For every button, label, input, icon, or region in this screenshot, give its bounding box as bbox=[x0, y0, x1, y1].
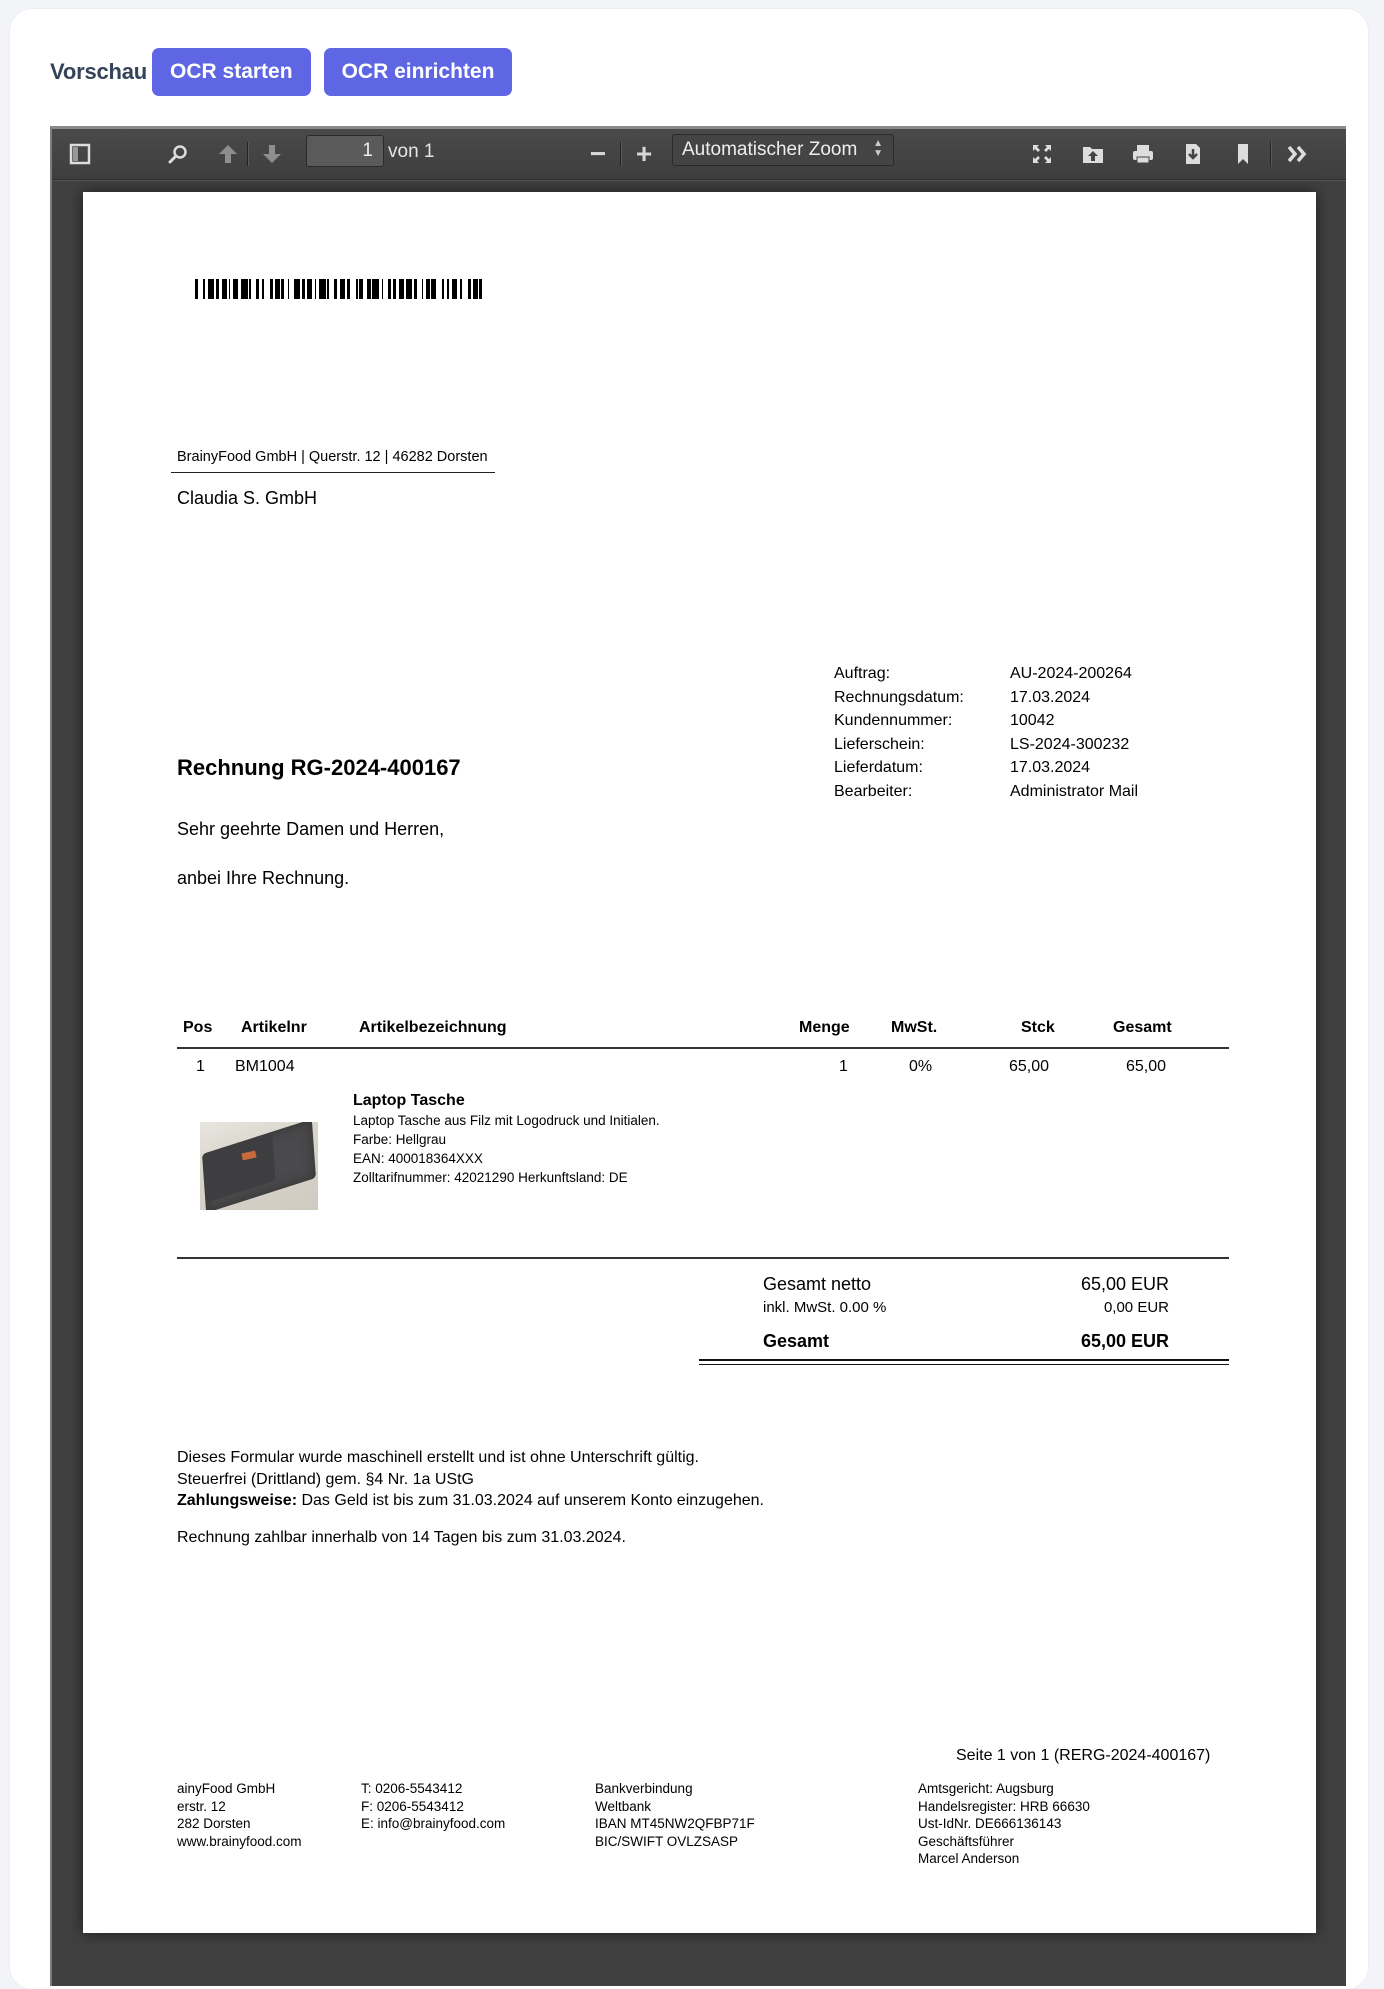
barcode bbox=[195, 279, 695, 299]
payment-text: Das Geld ist bis zum 31.03.2024 auf unserem Konto einzugehen. bbox=[297, 1492, 764, 1509]
cell-gesamt: 65,00 bbox=[1126, 1058, 1167, 1075]
footer-line: Handelsregister: HRB 66630 bbox=[918, 1798, 1090, 1814]
recipient: Claudia S. GmbH bbox=[177, 488, 318, 508]
meta-value: 17.03.2024 bbox=[1010, 688, 1091, 706]
netto-label: Gesamt netto bbox=[763, 1274, 872, 1294]
footer-line: erstr. 12 bbox=[177, 1798, 226, 1814]
meta-value: Administrator Mail bbox=[1010, 782, 1139, 800]
cell-stck: 65,00 bbox=[1009, 1058, 1050, 1075]
table-header-divider bbox=[177, 1047, 1229, 1049]
invoice-meta bbox=[834, 662, 1138, 803]
column-header-artikelbezeichnung: Artikelbezeichnung bbox=[359, 1019, 507, 1036]
cell-menge: 1 bbox=[839, 1058, 848, 1075]
footer-bank bbox=[595, 1780, 755, 1850]
footer-line: Bankverbindung bbox=[595, 1781, 693, 1796]
column-header-gesamt: Gesamt bbox=[1113, 1019, 1172, 1036]
footer-line: BIC/SWIFT OVLZSASP bbox=[595, 1833, 739, 1849]
meta-row bbox=[834, 709, 1138, 733]
meta-label: Auftrag: bbox=[834, 665, 891, 682]
search-icon[interactable] bbox=[164, 140, 192, 168]
meta-value: 17.03.2024 bbox=[1010, 759, 1091, 776]
cell-artikelnr: BM1004 bbox=[235, 1058, 295, 1075]
item-detail: Laptop Tasche aus Filz mit Logodruck und Initialen. bbox=[353, 1113, 660, 1128]
footer-line: ainyFood GmbH bbox=[177, 1781, 276, 1796]
meta-value: 10042 bbox=[1010, 712, 1055, 729]
previous-page-icon[interactable] bbox=[214, 140, 242, 168]
item-detail: EAN: 400018364XXX bbox=[353, 1151, 483, 1166]
table-end-divider bbox=[177, 1257, 1229, 1259]
zoom-in-icon: + bbox=[635, 138, 653, 169]
intro-text: anbei Ihre Rechnung. bbox=[177, 868, 350, 888]
zoom-out-button[interactable] bbox=[584, 140, 612, 168]
product-image bbox=[200, 1122, 318, 1210]
item-detail: Zolltarifnummer: 42021290 Herkunftsland: DE bbox=[353, 1170, 628, 1185]
meta-value: LS-2024-300232 bbox=[1010, 735, 1130, 753]
meta-label: Lieferdatum: bbox=[834, 759, 923, 776]
item-detail: Farbe: Hellgrau bbox=[353, 1132, 447, 1147]
meta-label: Lieferschein: bbox=[834, 735, 925, 753]
total-value: 65,00 EUR bbox=[1080, 1331, 1169, 1351]
footer-line: Ust-IdNr. DE666136143 bbox=[918, 1816, 1062, 1831]
pdf-page bbox=[83, 192, 1316, 1933]
toolbar-separator bbox=[1270, 142, 1271, 166]
ocr-setup-button[interactable]: OCR einrichten bbox=[324, 48, 513, 96]
column-header-mwst: MwSt. bbox=[891, 1019, 938, 1036]
page-footer: Seite 1 von 1 (RERG-2024-400167) bbox=[956, 1747, 1211, 1764]
zoom-select-value: Automatischer Zoom bbox=[682, 139, 858, 160]
meta-row bbox=[834, 733, 1138, 757]
footer-line: 282 Dorsten bbox=[177, 1816, 251, 1831]
column-header-artikelnr: Artikelnr bbox=[241, 1019, 307, 1036]
meta-row bbox=[834, 780, 1138, 804]
note-line: Dieses Formular wurde maschinell erstellt und ist ohne Unterschrift gültig. bbox=[177, 1449, 699, 1466]
meta-row bbox=[834, 686, 1138, 710]
footer-contact bbox=[361, 1780, 505, 1833]
footer-line: Weltbank bbox=[595, 1798, 652, 1814]
meta-value: AU-2024-200264 bbox=[1010, 665, 1132, 682]
footer-line: E: info@brainyfood.com bbox=[361, 1816, 506, 1831]
sender-address: BrainyFood GmbH | Querstr. 12 | 46282 Dorsten bbox=[177, 449, 488, 465]
netto-value: 65,00 EUR bbox=[1080, 1274, 1169, 1294]
footer-line: Geschäftsführer bbox=[918, 1833, 1015, 1849]
page-number-input[interactable]: 1 bbox=[306, 135, 384, 167]
next-page-icon[interactable] bbox=[258, 140, 286, 168]
footer-company bbox=[177, 1780, 302, 1850]
preview-title: Vorschau bbox=[50, 59, 148, 84]
tools-icon[interactable] bbox=[1284, 140, 1312, 168]
meta-row bbox=[834, 662, 1138, 686]
ocr-start-button[interactable]: OCR starten bbox=[152, 48, 311, 96]
payment-note bbox=[177, 1490, 764, 1512]
payment-label: Zahlungsweise: bbox=[177, 1492, 298, 1509]
item-name: Laptop Tasche bbox=[353, 1092, 465, 1109]
zoom-select[interactable] bbox=[672, 134, 894, 166]
footer-line: www.brainyfood.com bbox=[177, 1833, 302, 1849]
item-description bbox=[353, 1091, 660, 1187]
meta-row bbox=[834, 756, 1138, 780]
footer-line: IBAN MT45NW2QFBP71F bbox=[595, 1816, 755, 1831]
tax-value: 0,00 EUR bbox=[1103, 1299, 1169, 1316]
invoice-title: Rechnung RG-2024-400167 bbox=[177, 755, 461, 780]
cell-pos: 1 bbox=[196, 1058, 205, 1075]
total-double-underline bbox=[699, 1364, 1229, 1365]
footer-line: T: 0206-5543412 bbox=[361, 1781, 463, 1796]
pdf-viewer bbox=[50, 126, 1346, 1986]
page-count: von 1 bbox=[388, 141, 435, 162]
select-arrows-icon: ▲ ▼ bbox=[873, 138, 883, 159]
presentation-mode-icon[interactable] bbox=[1028, 140, 1056, 168]
cell-mwst: 0% bbox=[909, 1058, 933, 1075]
open-file-icon[interactable] bbox=[1079, 140, 1107, 168]
note-line: Steuerfrei (Drittland) gem. §4 Nr. 1a UStG bbox=[177, 1470, 474, 1488]
bookmark-icon[interactable] bbox=[1229, 140, 1257, 168]
footer-line: Marcel Anderson bbox=[918, 1851, 1020, 1866]
zoom-out-icon: − bbox=[589, 138, 607, 169]
column-header-stck: Stck bbox=[1021, 1019, 1055, 1036]
print-icon[interactable] bbox=[1129, 140, 1157, 168]
footer-legal bbox=[918, 1780, 1090, 1868]
meta-label: Bearbeiter: bbox=[834, 782, 913, 800]
greeting: Sehr geehrte Damen und Herren, bbox=[177, 819, 445, 839]
pdf-toolbar bbox=[52, 129, 1346, 180]
toolbar-separator bbox=[620, 142, 621, 166]
total-label: Gesamt bbox=[763, 1331, 830, 1351]
zoom-in-button[interactable] bbox=[630, 140, 658, 168]
download-icon[interactable] bbox=[1179, 140, 1207, 168]
column-header-menge: Menge bbox=[799, 1019, 850, 1036]
sidebar-toggle-icon[interactable] bbox=[66, 140, 94, 168]
invoice-notes bbox=[177, 1447, 764, 1512]
total-double-underline bbox=[699, 1359, 1229, 1361]
meta-label: Kundennummer: bbox=[834, 712, 953, 729]
footer-line: F: 0206-5543412 bbox=[361, 1798, 464, 1814]
preview-header bbox=[50, 47, 525, 97]
footer-line: Amtsgericht: Augsburg bbox=[918, 1781, 1054, 1796]
due-note: Rechnung zahlbar innerhalb von 14 Tagen bis zum 31.03.2024. bbox=[177, 1529, 626, 1546]
preview-card bbox=[10, 9, 1368, 1989]
toolbar-separator bbox=[247, 142, 248, 166]
meta-label: Rechnungsdatum: bbox=[834, 688, 964, 706]
column-header-pos: Pos bbox=[183, 1019, 213, 1036]
sender-divider bbox=[171, 472, 495, 473]
tax-label: inkl. MwSt. 0.00 % bbox=[763, 1299, 887, 1316]
